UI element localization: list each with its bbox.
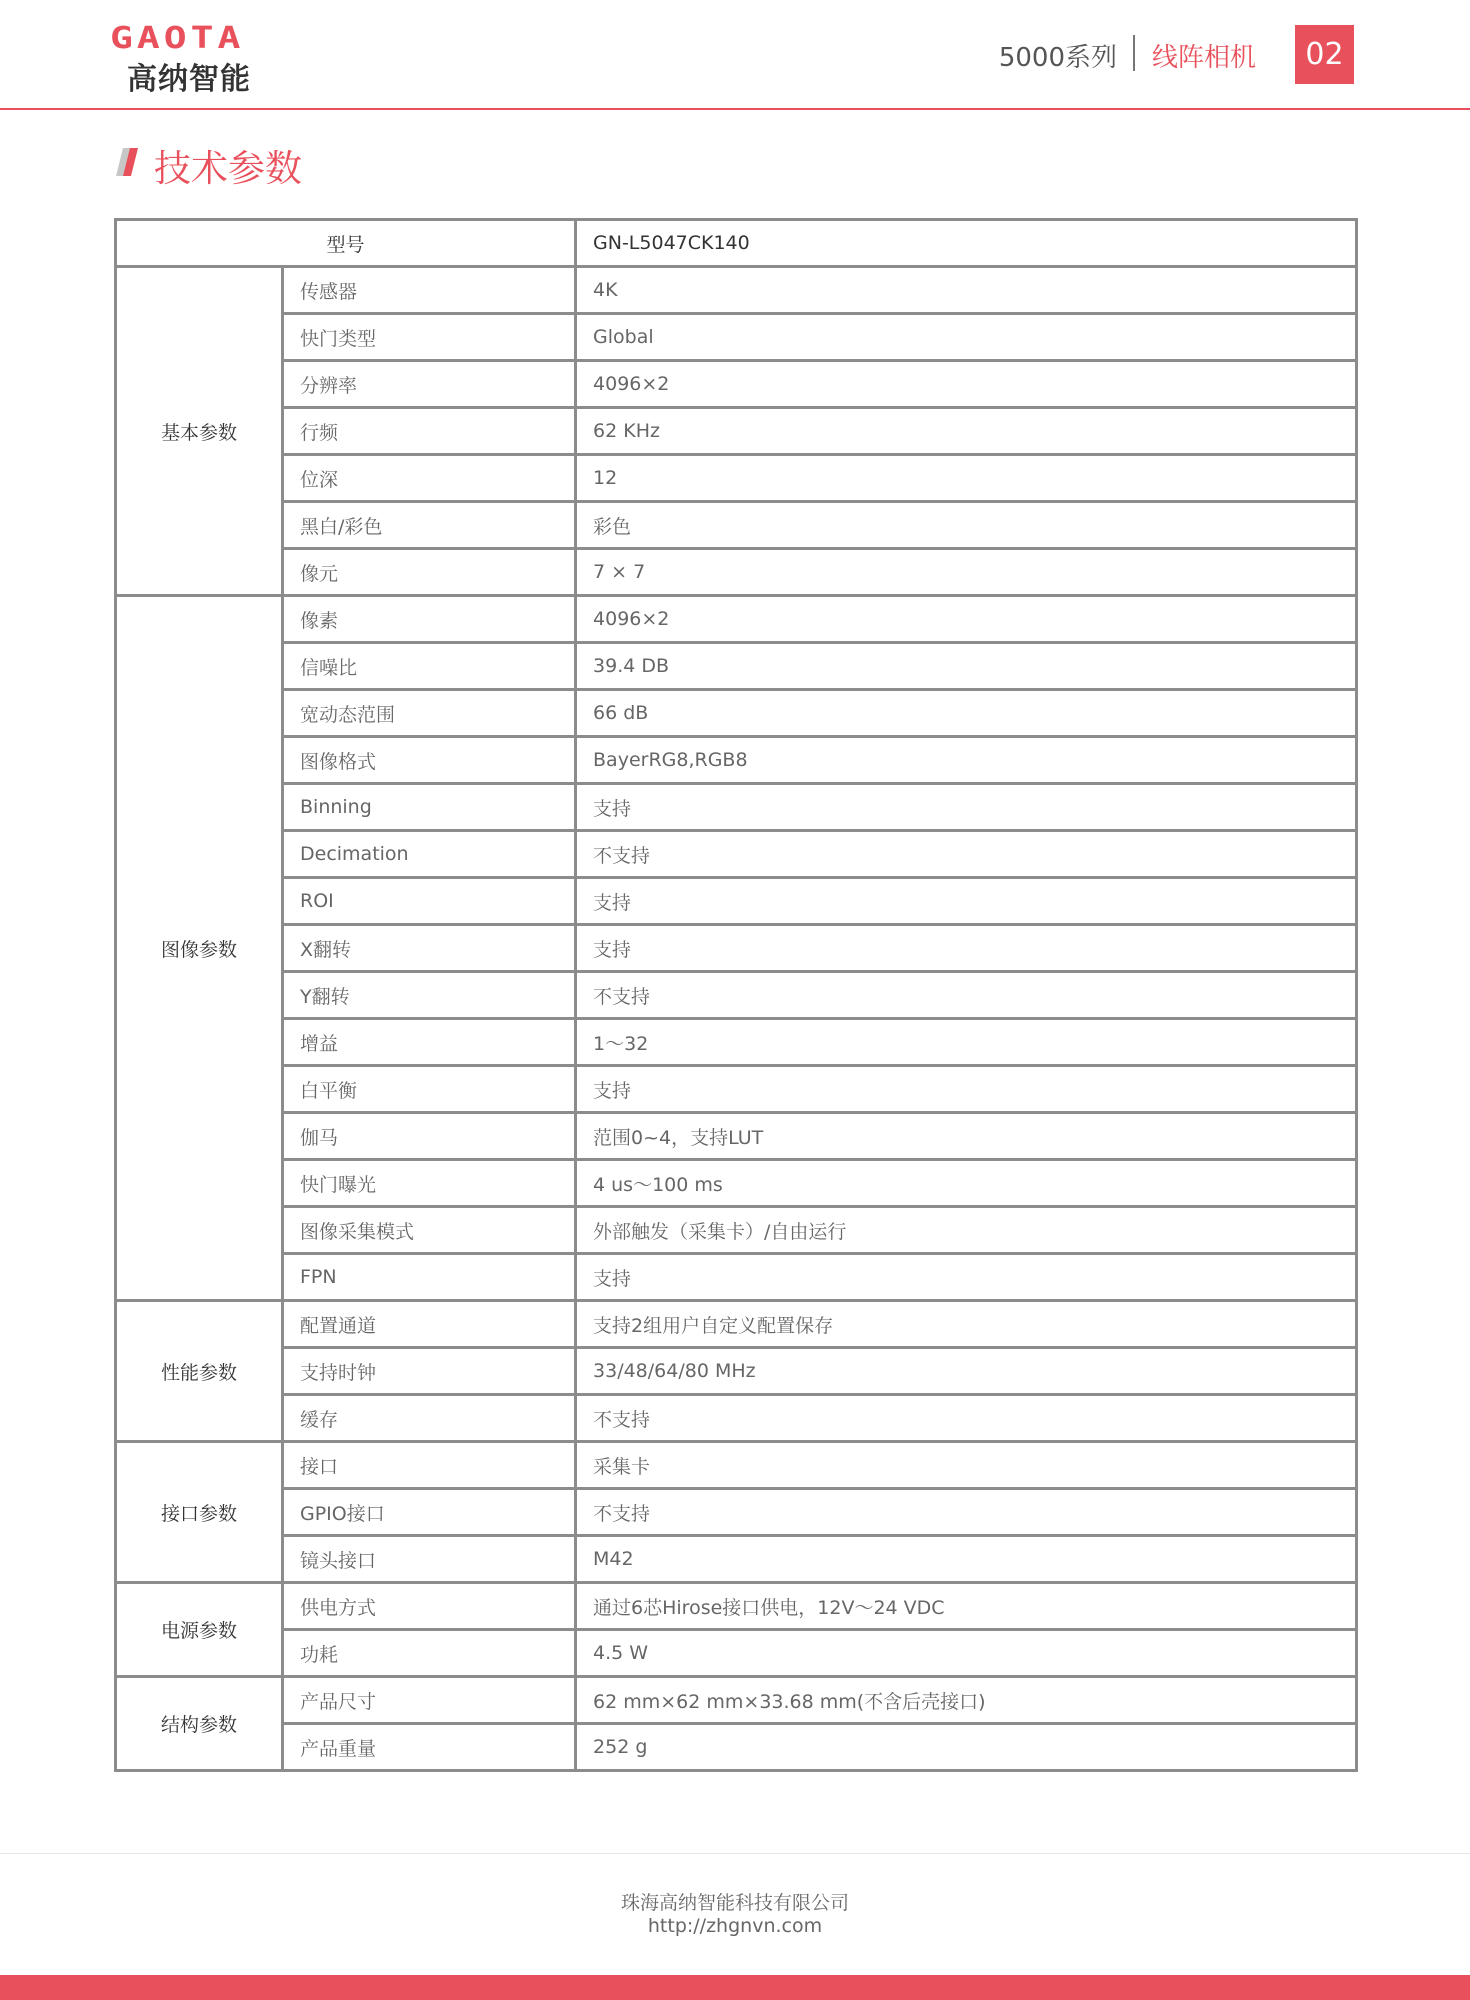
footer-accent-bar — [0, 1975, 1470, 2000]
table-row — [116, 596, 1357, 643]
table-row — [116, 408, 1357, 455]
param-value: 1～32 — [576, 1019, 1357, 1066]
param-value: 支持 — [576, 925, 1357, 972]
param-value: Global — [576, 314, 1357, 361]
table-row — [116, 1442, 1357, 1489]
table-row — [116, 925, 1357, 972]
param-name: 快门类型 — [283, 314, 576, 361]
param-value: 4096×2 — [576, 596, 1357, 643]
param-name: 功耗 — [283, 1630, 576, 1677]
table-row — [116, 1207, 1357, 1254]
param-value: 62 mm×62 mm×33.68 mm(不含后壳接口) — [576, 1677, 1357, 1724]
param-name: FPN — [283, 1254, 576, 1301]
param-name: 图像采集模式 — [283, 1207, 576, 1254]
section-title: 技术参数 — [154, 147, 302, 190]
series-label: 5000系列 — [998, 43, 1117, 73]
table-row — [116, 549, 1357, 596]
param-name: 配置通道 — [283, 1301, 576, 1348]
logo-chinese-text: 高纳智能 — [127, 62, 251, 97]
table-row — [116, 1254, 1357, 1301]
spec-table-body — [116, 220, 1357, 1771]
param-value: 支持 — [576, 1066, 1357, 1113]
table-row — [116, 267, 1357, 314]
table-row — [116, 1489, 1357, 1536]
table-row — [116, 455, 1357, 502]
param-value: 彩色 — [576, 502, 1357, 549]
group-label: 电源参数 — [116, 1583, 283, 1677]
table-row — [116, 1066, 1357, 1113]
param-value: 252 g — [576, 1724, 1357, 1771]
param-name: 黑白/彩色 — [283, 502, 576, 549]
param-name: 像素 — [283, 596, 576, 643]
param-name: 伽马 — [283, 1113, 576, 1160]
table-row — [116, 1677, 1357, 1724]
param-name: ROI — [283, 878, 576, 925]
param-value: 支持 — [576, 878, 1357, 925]
param-name: 供电方式 — [283, 1583, 576, 1630]
header-rule — [0, 108, 1470, 110]
footer-rule — [0, 1853, 1470, 1854]
table-row — [116, 502, 1357, 549]
param-value: 采集卡 — [576, 1442, 1357, 1489]
param-value: 不支持 — [576, 831, 1357, 878]
group-label: 性能参数 — [116, 1301, 283, 1442]
param-value: 范围0~4，支持LUT — [576, 1113, 1357, 1160]
param-value: 4.5 W — [576, 1630, 1357, 1677]
param-name: 像元 — [283, 549, 576, 596]
param-name: Y翻转 — [283, 972, 576, 1019]
param-value: 通过6芯Hirose接口供电，12V～24 VDC — [576, 1583, 1357, 1630]
table-row — [116, 878, 1357, 925]
brand-logo — [110, 20, 275, 97]
table-row — [116, 1724, 1357, 1771]
param-name: 位深 — [283, 455, 576, 502]
param-value: 不支持 — [576, 972, 1357, 1019]
param-value: 支持2组用户自定义配置保存 — [576, 1301, 1357, 1348]
param-value: 支持 — [576, 784, 1357, 831]
param-name: 快门曝光 — [283, 1160, 576, 1207]
group-label: 图像参数 — [116, 596, 283, 1301]
param-value: 4 us～100 ms — [576, 1160, 1357, 1207]
section-slash-icon — [116, 148, 138, 176]
param-value: BayerRG8,RGB8 — [576, 737, 1357, 784]
param-name: 传感器 — [283, 267, 576, 314]
header-divider — [1133, 35, 1135, 71]
param-name: X翻转 — [283, 925, 576, 972]
param-name: 白平衡 — [283, 1066, 576, 1113]
table-row — [116, 1301, 1357, 1348]
param-name: 分辨率 — [283, 361, 576, 408]
param-name: 产品重量 — [283, 1724, 576, 1771]
param-value: M42 — [576, 1536, 1357, 1583]
table-row — [116, 1160, 1357, 1207]
param-value: 12 — [576, 455, 1357, 502]
param-value: 不支持 — [576, 1395, 1357, 1442]
table-row — [116, 972, 1357, 1019]
footer-url: http://zhgnvn.com — [647, 1915, 823, 1937]
param-value: 66 dB — [576, 690, 1357, 737]
param-name: 产品尺寸 — [283, 1677, 576, 1724]
table-row — [116, 737, 1357, 784]
table-row — [116, 1583, 1357, 1630]
model-row — [116, 220, 1357, 267]
table-row — [116, 643, 1357, 690]
table-row — [116, 361, 1357, 408]
param-value: 外部触发（采集卡）/自由运行 — [576, 1207, 1357, 1254]
product-category: 线阵相机 — [1152, 43, 1257, 73]
model-label: 型号 — [116, 220, 576, 267]
table-row — [116, 314, 1357, 361]
table-row — [116, 1395, 1357, 1442]
group-label: 接口参数 — [116, 1442, 283, 1583]
param-name: Decimation — [283, 831, 576, 878]
spec-table — [114, 218, 1358, 1772]
group-label: 结构参数 — [116, 1677, 283, 1771]
param-name: 信噪比 — [283, 643, 576, 690]
table-row — [116, 831, 1357, 878]
table-row — [116, 1019, 1357, 1066]
param-value: 39.4 DB — [576, 643, 1357, 690]
table-row — [116, 690, 1357, 737]
table-row — [116, 1630, 1357, 1677]
param-value: 不支持 — [576, 1489, 1357, 1536]
param-name: 镜头接口 — [283, 1536, 576, 1583]
param-value: 7 × 7 — [576, 549, 1357, 596]
model-value: GN-L5047CK140 — [576, 220, 1357, 267]
param-value: 33/48/64/80 MHz — [576, 1348, 1357, 1395]
page-number-badge: 02 — [1295, 25, 1354, 84]
param-value: 4096×2 — [576, 361, 1357, 408]
group-label: 基本参数 — [116, 267, 283, 596]
param-value: 支持 — [576, 1254, 1357, 1301]
table-row — [116, 1536, 1357, 1583]
param-name: 图像格式 — [283, 737, 576, 784]
param-name: 支持时钟 — [283, 1348, 576, 1395]
logo-latin-text: GAOTA — [110, 20, 245, 56]
param-name: 宽动态范围 — [283, 690, 576, 737]
table-row — [116, 1348, 1357, 1395]
param-value: 62 KHz — [576, 408, 1357, 455]
footer-company: 珠海高纳智能科技有限公司 — [620, 1892, 849, 1914]
table-row — [116, 1113, 1357, 1160]
param-name: 接口 — [283, 1442, 576, 1489]
param-name: 增益 — [283, 1019, 576, 1066]
param-name: Binning — [283, 784, 576, 831]
param-name: 行频 — [283, 408, 576, 455]
param-value: 4K — [576, 267, 1357, 314]
param-name: GPIO接口 — [283, 1489, 576, 1536]
param-name: 缓存 — [283, 1395, 576, 1442]
table-row — [116, 784, 1357, 831]
